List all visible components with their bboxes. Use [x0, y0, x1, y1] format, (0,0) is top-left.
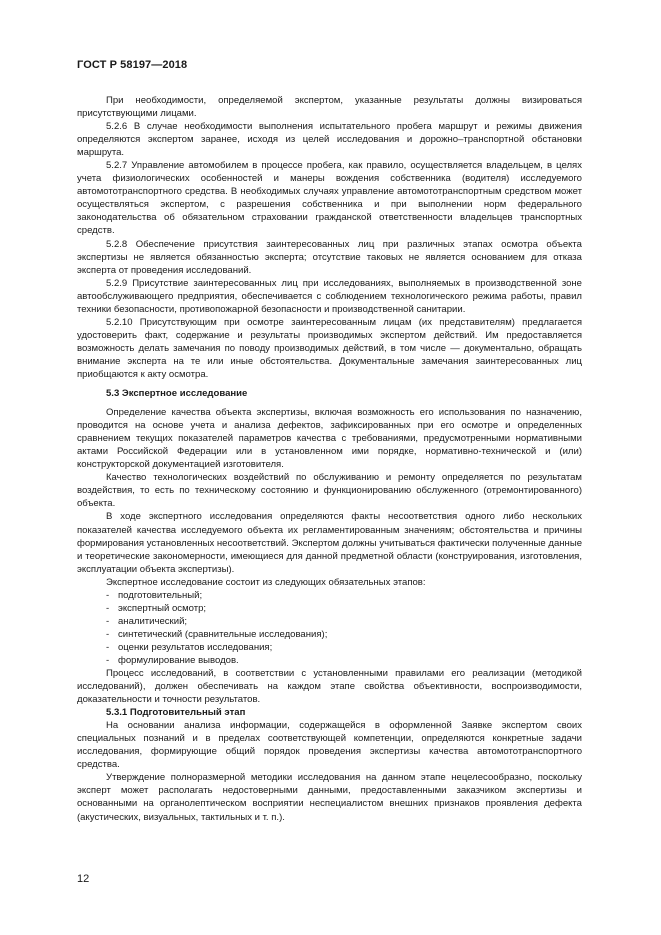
paragraph-stages-intro: Экспертное исследование состоит из следующих обязательных этапов:	[106, 576, 426, 588]
list-item: - экспертный осмотр;	[106, 602, 582, 615]
list-item: - аналитический;	[106, 615, 582, 628]
list-item: - подготовительный;	[106, 589, 582, 602]
list-item: - формулирование выводов.	[106, 654, 582, 667]
paragraph-5-2-7: 5.2.7 Управление автомобилем в процессе пробега, как правило, осуществляется владельцем, в целях учета физиологических особенностей и манеры вождения собственника (водителя) исследуемого автомототранспортного средства. В необходимых случаях управление автомототранспортным средством может осуществляться экспертом, с разрешения собственника и при выполнении норм федерального законодательства об обязательном страховании гражданской ответственности владельцев транспортных средств.	[77, 160, 582, 237]
subsection-title-5-3-1: 5.3.1 Подготовительный этап	[106, 707, 246, 719]
page-body	[77, 94, 582, 824]
document-code-header: ГОСТ Р 58197—2018	[77, 59, 188, 71]
paragraph: Определение качества объекта экспертизы, включая возможность его использования по назначению, проводится на основе учета и анализа дефектов, зафиксированных при его осмотре и определенных сравнением текущих показателей параметров качества с требованиями, предусмотренными нормативными актами Российской Федерации или в установленном ими порядке, нормативно-технической и (или) конструкторской документацией изготовителя.	[77, 407, 582, 471]
paragraph: При необходимости, определяемой экспертом, указанные результаты должны визироваться присутствующими лицами.	[77, 95, 582, 120]
paragraph-5-2-10: 5.2.10 Присутствующим при осмотре заинтересованным лицам (их представителям) предлагается удостоверить факт, содержание и результаты производимых экспертом действий. Им предоставляется возможность делать замечания по поводу производимых действий, в том числе — документально, обращать внимание эксперта на те или иные обстоятельства. Документальные замечания заинтересованных лиц приобщаются к акту осмотра.	[77, 316, 582, 380]
list-item: - оценки результатов исследования;	[106, 641, 582, 654]
paragraph: Качество технологических воздействий по обслуживанию и ремонту определяется по результатам воздействия, то есть по техническому состоянию и функционированию обслуженного (отремонтированного) объекта.	[77, 472, 582, 510]
paragraph: Процесс исследований, в соответствии с установленными правилами его реализации (методикой исследований), должен обеспечивать на каждом этапе свойства объективности, воспроизводимости, доказательности и точности результатов.	[77, 668, 582, 706]
paragraph-5-2-8: 5.2.8 Обеспечение присутствия заинтересованных лиц при различных этапах осмотра объекта экспертизы не является обязанностью эксперта; отсутствие таковых не является основанием для отказа эксперта от проведения исследований.	[77, 238, 582, 276]
list-item: - синтетический (сравнительные исследования);	[106, 628, 582, 641]
paragraph-5-2-9: 5.2.9 Присутствие заинтересованных лиц при исследованиях, выполняемых в производственной зоне автообслуживающего предприятия, обеспечивается с соблюдением технологического режима работы, правил техники безопасности, противопожарной безопасности и производственной санитарии.	[77, 277, 582, 315]
stages-list	[77, 589, 582, 667]
section-title-5-3: 5.3 Экспертное исследование	[106, 388, 248, 400]
paragraph: Утверждение полноразмерной методики исследования на данном этапе нецелесообразно, поскольку эксперт может располагать недостоверными данными, предоставленными заказчиком экспертизы и основанными на органолептическом восприятии неспециалистом внешних признаков проявления дефекта (акустических, визуальных, тактильных и т. п.).	[77, 772, 582, 823]
page-number: 12	[77, 873, 90, 885]
paragraph: На основании анализа информации, содержащейся в оформленной Заявке экспертом своих специальных познаний и в пределах соответствующей компетенции, определяются конкретные задачи исследования, формирующие общий порядок проведения экспертизы качества автомототранспортного средства.	[77, 720, 582, 771]
paragraph-5-2-6: 5.2.6 В случае необходимости выполнения испытательного пробега маршрут и режимы движения определяются экспертом заранее, исходя из целей исследования и дорожно–транспортной обстановки маршрута.	[77, 121, 582, 159]
paragraph: В ходе экспертного исследования определяются факты несоответствия одного либо нескольких показателей качества исследуемого объекта их регламентированным значениям; обстоятельства и причины формирования установленных несоответствий. Экспертом должны учитываться фактически полученные данные и теоретические закономерности, имеющиеся для данной предметной области (конструирования, изготовления, эксплуатации объекта экспертизы).	[77, 511, 582, 575]
